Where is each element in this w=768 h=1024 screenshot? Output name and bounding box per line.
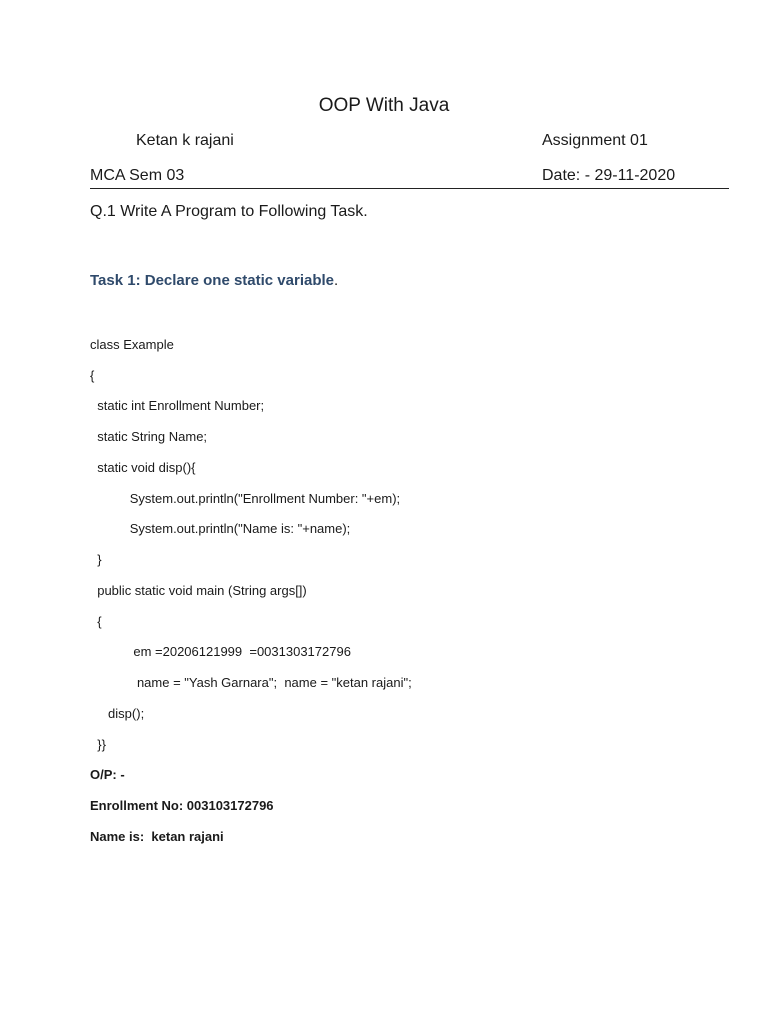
code-line: } [90,552,102,567]
code-line: public static void main (String args[]) [90,583,307,598]
author-name: Ketan k rajani [136,132,234,149]
code-line: static void disp(){ [90,460,196,475]
header-divider [90,188,729,189]
task-heading [90,272,338,289]
code-line: class Example [90,337,174,352]
code-line: { [90,368,95,383]
output-label: O/P: - [90,767,125,782]
assignment-date: Date: - 29-11-2020 [542,167,676,184]
code-line: disp(); [90,706,145,721]
code-line: static int Enrollment Number; [90,398,265,413]
code-line: System.out.println("Enrollment Number: "+em); [90,491,401,506]
output-line: Enrollment No: 003103172796 [90,798,274,813]
code-line: em =20206121999 =0031303172796 [90,644,351,659]
document-title: OOP With Java [318,95,450,116]
code-line: }} [90,737,106,752]
code-line: static String Name; [90,429,208,444]
code-line: { [90,614,102,629]
question-text: Q.1 Write A Program to Following Task. [90,203,368,220]
course-name: MCA Sem 03 [90,167,185,184]
task-label: Task 1: Declare one static variable [90,272,335,289]
output-line: Name is: ketan rajani [90,829,224,844]
code-line: name = "Yash Garnara"; name = "ketan rajani"; [90,675,412,690]
assignment-number: Assignment 01 [542,132,648,149]
code-line: System.out.println("Name is: "+name); [90,521,351,536]
task-suffix: . [334,272,339,289]
